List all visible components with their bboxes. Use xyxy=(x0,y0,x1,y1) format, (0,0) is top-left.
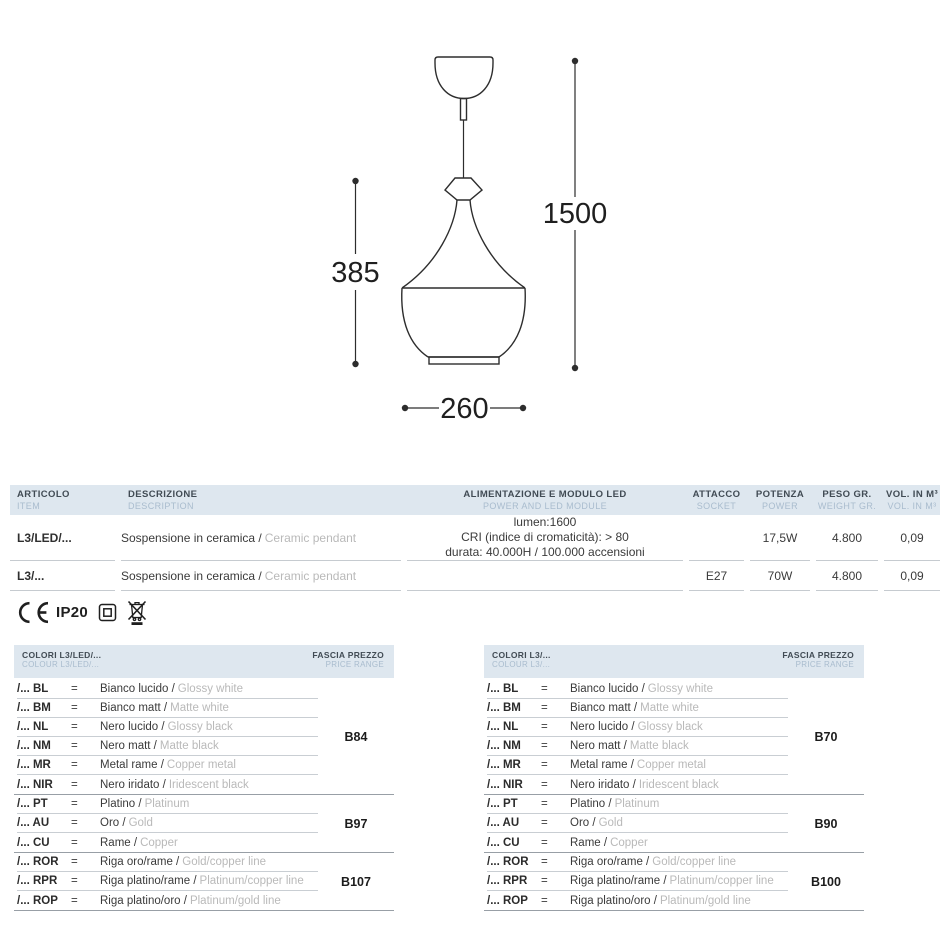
color-row: /... NL = Nero lucido / Glossy black xyxy=(487,718,788,737)
color-code: /... CU xyxy=(487,836,520,849)
column-header-potenza: POTENZA POWER xyxy=(755,489,805,511)
dimension-body-height-label: 385 xyxy=(331,257,380,289)
articolo-value: L3/LED/... xyxy=(10,515,115,561)
price-range-value: B90 xyxy=(814,816,838,831)
ce-mark-icon xyxy=(16,601,51,624)
certification-row xyxy=(16,597,148,627)
color-code: /... NIR xyxy=(487,778,523,791)
vol-value: 0,09 xyxy=(884,561,940,591)
color-row: /... NIR = Nero iridato / Iridescent black xyxy=(17,778,249,791)
dim-dot xyxy=(572,365,578,371)
dim-dot xyxy=(352,361,358,367)
color-code: /... PT xyxy=(17,798,48,810)
color-code: /... ROR xyxy=(17,856,59,868)
led-module-value: lumen:1600 CRI (indice di cromaticità): > 80 durata: 40.000H / 100.000 accensioni xyxy=(407,515,683,561)
table-row xyxy=(10,561,940,591)
table-row xyxy=(10,515,940,561)
color-code: /... ROP xyxy=(17,894,58,907)
led-module-value xyxy=(407,561,683,591)
dim-dot xyxy=(572,58,578,64)
color-row: /... ROP = Riga platino/oro / Platinum/gold line xyxy=(17,894,281,907)
finial-shape xyxy=(445,178,482,200)
neck-left-curve xyxy=(402,200,457,288)
color-code: /... MR xyxy=(487,759,521,771)
price-group xyxy=(484,680,864,795)
color-row: /... ROR = Riga oro/rame / Gold/copper line xyxy=(487,853,788,872)
color-code: /... PT xyxy=(487,798,518,810)
color-row: /... BL = Bianco lucido / Glossy white xyxy=(17,680,318,699)
color-code: /... ROR xyxy=(487,856,529,868)
colors-header-label: COLORI L3/... xyxy=(492,650,551,660)
class-ii-insulation-icon xyxy=(98,603,117,622)
stem-shape xyxy=(461,99,467,121)
color-row: /... BL = Bianco lucido / Glossy white xyxy=(487,680,788,699)
price-range-value: B70 xyxy=(814,730,838,744)
column-header-vol: VOL. IN M³ VOL. IN M³ xyxy=(885,489,939,511)
color-row: /... NIR = Nero iridato / Iridescent black xyxy=(487,778,719,791)
color-row: /... PT = Platino / Platinum xyxy=(17,795,318,814)
dim-dot xyxy=(520,405,526,411)
color-code: /... NM xyxy=(17,740,51,752)
column-header-peso: PESO GR. WEIGHT GR. xyxy=(817,489,877,511)
color-code: /... ROP xyxy=(487,894,528,907)
spec-table xyxy=(10,485,940,591)
color-code: /... NL xyxy=(17,721,49,733)
color-code: /... CU xyxy=(17,836,50,849)
color-row: /... ROR = Riga oro/rame / Gold/copper line xyxy=(17,853,318,872)
price-range-value: B97 xyxy=(344,816,368,831)
color-code: /... AU xyxy=(487,817,520,829)
attacco-value xyxy=(689,515,744,561)
color-row: /... ROP = Riga platino/oro / Platinum/gold line xyxy=(487,894,751,907)
price-range-value: B100 xyxy=(811,874,841,889)
color-code: /... BL xyxy=(17,683,49,695)
color-code: /... AU xyxy=(17,817,50,829)
ip-rating-label: IP20 xyxy=(56,603,89,621)
column-header-alimentazione: ALIMENTAZIONE E MODULO LED POWER AND LED MODULE xyxy=(463,489,627,511)
dim-dot xyxy=(352,178,358,184)
color-code: /... RPR xyxy=(17,875,58,887)
color-code: /... MR xyxy=(17,759,51,771)
color-table-standard xyxy=(484,645,864,911)
color-code: /... BM xyxy=(487,702,521,714)
color-table-led xyxy=(14,645,394,911)
color-row: /... BM = Bianco matt / Matte white xyxy=(17,699,318,718)
price-group xyxy=(14,853,394,911)
color-row: /... MR = Metal rame / Copper metal xyxy=(17,756,318,775)
price-group xyxy=(484,795,864,853)
color-table-led-header: COLORI L3/LED/... COLOUR L3/LED/... FASCIA PREZZO PRICE RANGE xyxy=(14,645,394,678)
column-header-articolo: ARTICOLO ITEM xyxy=(17,489,70,511)
color-code: /... BL xyxy=(487,683,519,695)
bowl-right-curve xyxy=(499,288,525,357)
vol-value: 0,09 xyxy=(884,515,940,561)
potenza-value: 70W xyxy=(750,561,810,591)
color-row: /... AU = Oro / Gold xyxy=(17,814,318,833)
color-row: /... AU = Oro / Gold xyxy=(487,814,788,833)
color-code: /... RPR xyxy=(487,875,528,887)
color-row: /... RPR = Riga platino/rame / Platinum/copper line xyxy=(487,872,788,891)
column-header-descrizione: DESCRIZIONE DESCRIPTION xyxy=(128,489,198,511)
price-range-value: B84 xyxy=(344,730,368,744)
spec-table-header xyxy=(10,485,940,515)
articolo-value: L3/... xyxy=(10,561,115,591)
color-code: /... NM xyxy=(487,740,521,752)
color-table-standard-header: COLORI L3/... COLOUR L3/... FASCIA PREZZO PRICE RANGE xyxy=(484,645,864,678)
price-group xyxy=(484,853,864,911)
color-row: /... NM = Nero matt / Matte black xyxy=(487,737,788,756)
color-row: /... MR = Metal rame / Copper metal xyxy=(487,756,788,775)
color-code: /... BM xyxy=(17,702,51,714)
peso-value: 4.800 xyxy=(816,515,878,561)
color-row: /... CU = Rame / Copper xyxy=(487,836,648,849)
bowl-left-curve xyxy=(402,288,428,357)
colors-header-label: COLORI L3/LED/... xyxy=(22,650,102,660)
canopy-shape xyxy=(435,57,493,99)
descrizione-value: Sospensione in ceramica / Ceramic pendant xyxy=(121,515,401,561)
base-rim-shape xyxy=(429,357,499,364)
price-range-header-label: FASCIA PREZZO xyxy=(312,650,384,660)
color-code: /... NIR xyxy=(17,778,53,791)
color-row: /... CU = Rame / Copper xyxy=(17,836,178,849)
dim-dot xyxy=(402,405,408,411)
color-row: /... RPR = Riga platino/rame / Platinum/copper line xyxy=(17,872,318,891)
peso-value: 4.800 xyxy=(816,561,878,591)
price-range-header-label: FASCIA PREZZO xyxy=(782,650,854,660)
potenza-value: 17,5W xyxy=(750,515,810,561)
dimension-total-height-label: 1500 xyxy=(542,198,608,230)
color-row: /... BM = Bianco matt / Matte white xyxy=(487,699,788,718)
color-row: /... NL = Nero lucido / Glossy black xyxy=(17,718,318,737)
pendant-lamp-technical-drawing xyxy=(330,40,630,440)
descrizione-value: Sospensione in ceramica / Ceramic pendant xyxy=(121,561,401,591)
column-header-attacco: ATTACCO SOCKET xyxy=(692,489,741,511)
attacco-value: E27 xyxy=(689,561,744,591)
neck-right-curve xyxy=(470,200,525,288)
color-row: /... NM = Nero matt / Matte black xyxy=(17,737,318,756)
weee-bin-icon xyxy=(126,598,148,626)
dimension-width-label: 260 xyxy=(440,393,489,425)
price-group xyxy=(14,795,394,853)
price-group xyxy=(14,680,394,795)
color-row: /... PT = Platino / Platinum xyxy=(487,795,788,814)
color-code: /... NL xyxy=(487,721,519,733)
price-range-value: B107 xyxy=(341,874,371,889)
